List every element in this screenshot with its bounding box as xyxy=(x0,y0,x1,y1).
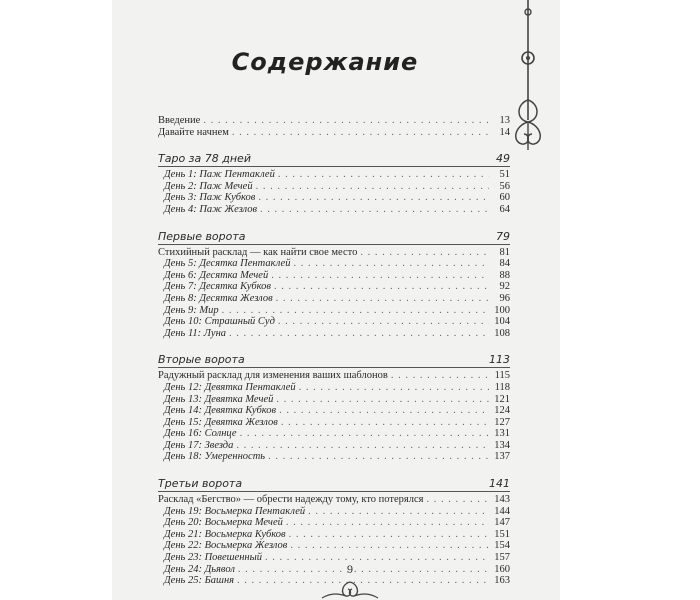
page-title: Содержание xyxy=(231,48,419,76)
toc-subentry xyxy=(158,517,510,529)
leader-dots xyxy=(293,258,489,270)
toc-entry-page: 127 xyxy=(494,416,510,428)
toc-subentry xyxy=(158,258,510,270)
toc-entry-label: День 2: Паж Мечей xyxy=(164,180,253,192)
toc-section xyxy=(158,230,510,340)
toc-subentry xyxy=(158,428,510,440)
toc-entry-page: 137 xyxy=(494,451,510,463)
toc-entry-page: 144 xyxy=(494,505,510,517)
toc-entry-page: 64 xyxy=(499,203,510,215)
leader-dots xyxy=(289,529,489,541)
toc-entry-label: День 21: Восьмерка Кубков xyxy=(164,528,286,540)
toc-subentry xyxy=(158,281,510,293)
toc-entry-label: День 4: Паж Жезлов xyxy=(164,203,258,215)
toc-entry-page: 121 xyxy=(494,393,510,405)
toc-entry-page: 100 xyxy=(494,304,510,316)
toc-entry-page: 147 xyxy=(494,517,510,529)
toc-entry-label: День 3: Паж Кубков xyxy=(164,192,256,204)
toc-entry xyxy=(158,370,510,382)
toc-entry xyxy=(158,115,510,127)
toc-entry-page: 92 xyxy=(499,281,510,293)
toc-entry-page: 84 xyxy=(499,258,510,270)
section-heading xyxy=(158,477,510,492)
toc-entry-label: Радужный расклад для изменения ваших шаблонов xyxy=(158,370,388,382)
leader-dots xyxy=(290,540,489,552)
section-heading-page: 113 xyxy=(489,353,510,367)
toc-subentry xyxy=(158,305,510,317)
toc-subentry xyxy=(158,394,510,406)
toc-entry-label: Стихийный расклад — как найти свое место xyxy=(158,246,358,258)
bottom-ornament-icon xyxy=(318,578,382,600)
toc-entry-label: День 20: Восьмерка Мечей xyxy=(164,517,283,529)
toc-entry-page: 96 xyxy=(499,292,510,304)
toc-entry-page: 13 xyxy=(499,115,510,126)
leader-dots xyxy=(278,169,489,181)
leader-dots xyxy=(256,181,489,193)
toc-subentry xyxy=(158,405,510,417)
leader-dots xyxy=(426,494,489,506)
toc-subentry xyxy=(158,529,510,541)
leader-dots xyxy=(203,115,489,127)
toc-section xyxy=(158,152,510,215)
toc-entry-label: День 22: Восьмерка Жезлов xyxy=(164,540,288,552)
toc-entry-label: День 15: Девятка Жезлов xyxy=(164,416,278,428)
leader-dots xyxy=(276,394,489,406)
section-heading-page: 79 xyxy=(496,229,510,243)
toc-subentry xyxy=(158,169,510,181)
toc-entry-page: 108 xyxy=(494,327,510,339)
section-heading xyxy=(158,353,510,368)
section-heading-label: Вторые ворота xyxy=(158,353,245,367)
section-heading-label: Таро за 78 дней xyxy=(158,152,251,166)
toc-entry-label: День 5: Десятка Пентаклей xyxy=(164,258,291,270)
toc-entry-label: День 13: Девятка Мечей xyxy=(164,393,274,405)
leader-dots xyxy=(229,328,489,340)
toc-entry-label: День 17: Звезда xyxy=(164,439,234,451)
leader-dots xyxy=(260,204,489,216)
toc-entry-page: 81 xyxy=(499,246,510,258)
toc-subentry xyxy=(158,270,510,282)
toc-entry-label: Давайте начнем xyxy=(158,126,229,138)
toc-entry-page: 14 xyxy=(499,126,510,138)
toc-entry-label: День 11: Луна xyxy=(164,327,227,339)
toc-entry-page: 88 xyxy=(499,269,510,281)
toc-subentry xyxy=(158,451,510,463)
section-heading-label: Первые ворота xyxy=(158,229,246,243)
toc-subentry xyxy=(158,316,510,328)
toc-entry-page: 143 xyxy=(494,494,510,506)
toc-subentry xyxy=(158,440,510,452)
section-heading xyxy=(158,152,510,167)
toc-entry-page: 104 xyxy=(494,316,510,328)
toc-subentry xyxy=(158,293,510,305)
table-of-contents xyxy=(158,115,510,600)
toc-subentry xyxy=(158,540,510,552)
toc-entry-page: 51 xyxy=(499,169,510,181)
toc-sections xyxy=(158,152,510,587)
toc-entry-page: 163 xyxy=(494,575,510,587)
leader-dots xyxy=(286,517,489,529)
toc-entry-label: День 6: Десятка Мечей xyxy=(164,269,269,281)
toc-entry-page: 118 xyxy=(494,381,510,393)
toc-entry xyxy=(158,247,510,259)
page-number: 9 xyxy=(347,562,353,576)
toc-entry-page: 157 xyxy=(494,552,510,564)
leader-dots xyxy=(258,192,489,204)
toc-subentry xyxy=(158,417,510,429)
toc-subentry xyxy=(158,382,510,394)
toc-intro xyxy=(158,115,510,138)
leader-dots xyxy=(271,270,489,282)
leader-dots xyxy=(278,316,489,328)
toc-entry-page: 154 xyxy=(494,540,510,552)
toc-subentry xyxy=(158,192,510,204)
leader-dots xyxy=(308,506,489,518)
leader-dots xyxy=(268,451,489,463)
leader-dots xyxy=(281,417,489,429)
toc-entry-label: День 24: Дьявол xyxy=(164,563,235,575)
leader-dots xyxy=(299,382,489,394)
toc-subentry xyxy=(158,181,510,193)
toc-entry-label: День 14: Девятка Кубков xyxy=(164,405,277,417)
toc-entry-page: 134 xyxy=(494,439,510,451)
toc-entry-label: День 7: Десятка Кубков xyxy=(164,281,271,293)
leader-dots xyxy=(222,305,489,317)
leader-dots xyxy=(236,440,489,452)
scroll-ornament-icon xyxy=(508,0,548,160)
toc-entry-label: День 10: Страшный Суд xyxy=(164,316,275,328)
toc-entry-label: День 1: Паж Пентаклей xyxy=(164,169,275,181)
toc-entry-label: День 18: Умеренность xyxy=(164,451,266,463)
toc-entry-page: 151 xyxy=(494,528,510,540)
toc-subentry xyxy=(158,204,510,216)
leader-dots xyxy=(240,428,489,440)
toc-entry-label: Введение xyxy=(158,115,201,126)
toc-entry-label: День 19: Восьмерка Пентаклей xyxy=(164,505,306,517)
toc-entry-page: 56 xyxy=(499,180,510,192)
leader-dots xyxy=(279,405,489,417)
section-heading-label: Третьи ворота xyxy=(158,477,243,491)
section-heading-page: 141 xyxy=(489,477,510,491)
leader-dots xyxy=(274,281,489,293)
leader-dots xyxy=(360,247,489,259)
toc-entry xyxy=(158,494,510,506)
toc-entry-label: День 16: Солнце xyxy=(164,428,237,440)
toc-section xyxy=(158,353,510,463)
toc-entry-label: День 12: Девятка Пентаклей xyxy=(164,381,296,393)
toc-entry-page: 115 xyxy=(494,370,510,382)
section-heading xyxy=(158,230,510,245)
toc-entry-page: 124 xyxy=(494,405,510,417)
leader-dots xyxy=(232,127,489,139)
toc-entry-label: День 25: Башня xyxy=(164,575,235,587)
leader-dots xyxy=(391,370,489,382)
toc-entry-label: День 8: Десятка Жезлов xyxy=(164,292,273,304)
toc-entry-page: 131 xyxy=(494,428,510,440)
toc-subentry xyxy=(158,328,510,340)
toc-entry-label: День 23: Повешенный xyxy=(164,552,262,564)
toc-entry-page: 160 xyxy=(494,563,510,575)
leader-dots xyxy=(276,293,489,305)
toc-entry-label: День 9: Мир xyxy=(164,304,219,316)
section-heading-page: 49 xyxy=(496,152,510,166)
toc-entry xyxy=(158,127,510,139)
toc-entry-page: 60 xyxy=(499,192,510,204)
toc-entry-label: Расклад «Бегство» — обрести надежду тому, кто потерялся xyxy=(158,494,424,506)
toc-subentry xyxy=(158,506,510,518)
